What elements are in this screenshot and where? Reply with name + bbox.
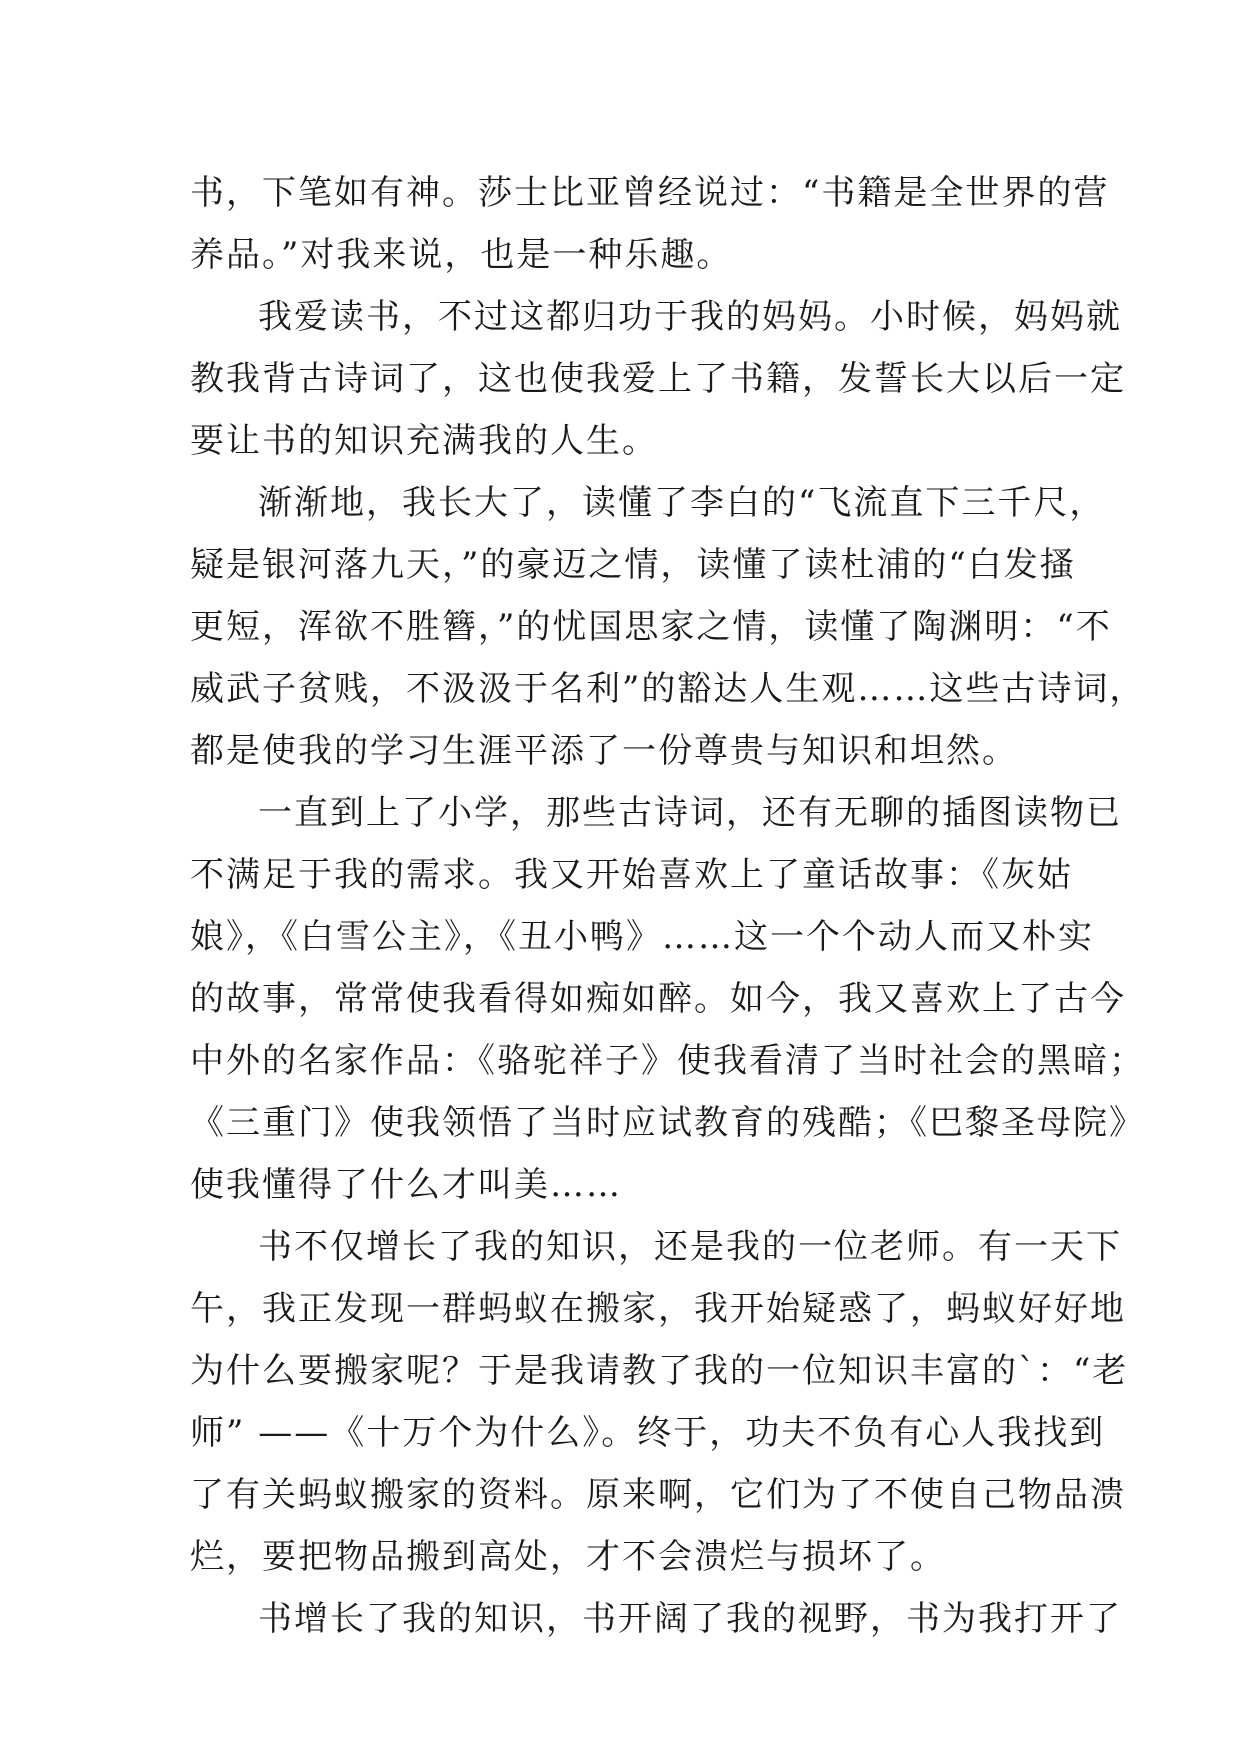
text-line: 为什么要搬家呢？于是我请教了我的一位知识丰富的`：“老 (190, 1351, 1129, 1391)
text-line: 书，下笔如有神。莎士比亚曾经说过：“书籍是全世界的营 (190, 173, 1110, 213)
text-line: 师” ——《十万个为什么》。终于，功夫不负有心人我找到 (190, 1413, 1106, 1453)
text-line: 威武子贫贱，不汲汲于名利”的豁达人生观……这些古诗词， (190, 669, 1146, 709)
text-line: 的故事，常常使我看得如痴如醉。如今，我又喜欢上了古今 (190, 979, 1126, 1019)
text-line: 渐渐地，我长大了，读懂了李白的“飞流直下三千尺， (258, 483, 1106, 523)
text-line: 要让书的知识充满我的人生。 (190, 421, 658, 461)
text-line: 使我懂得了什么才叫美…… (190, 1165, 622, 1205)
text-line: 娘》，《白雪公主》，《丑小鸭》……这一个个动人而又朴实 (190, 917, 1094, 957)
text-line: 《三重门》使我领悟了当时应试教育的残酷；《巴黎圣母院》 (190, 1103, 1145, 1143)
text-line: 养品。”对我来说，也是一种乐趣。 (190, 235, 733, 275)
text-line: 书不仅增长了我的知识，还是我的一位老师。有一天下 (258, 1227, 1122, 1267)
text-line: 了有关蚂蚁搬家的资料。原来啊，它们为了不使自己物品溃 (190, 1475, 1126, 1515)
text-line: 都是使我的学习生涯平添了一份尊贵与知识和坦然。 (190, 731, 1018, 771)
text-line: 不满足于我的需求。我又开始喜欢上了童话故事：《灰姑 (190, 855, 1073, 895)
essay-body (190, 162, 1146, 1650)
text-line: 教我背古诗词了，这也使我爱上了书籍，发誓长大以后一定 (190, 359, 1126, 399)
text-line: 午，我正发现一群蚂蚁在搬家，我开始疑惑了，蚂蚁好好地 (190, 1289, 1126, 1329)
text-line: 疑是银河落九天，”的豪迈之情，读懂了读杜浦的“白发搔 (190, 545, 1076, 585)
text-line: 我爱读书，不过这都归功于我的妈妈。小时候，妈妈就 (258, 297, 1122, 337)
text-line: 书增长了我的知识，书开阔了我的视野，书为我打开了 (258, 1599, 1122, 1639)
text-line: 一直到上了小学，那些古诗词，还有无聊的插图读物已 (258, 793, 1122, 833)
text-line: 更短，浑欲不胜簪，”的忧国思家之情，读懂了陶渊明：“不 (190, 607, 1112, 647)
text-line: 中外的名家作品：《骆驼祥子》使我看清了当时社会的黑暗； (190, 1041, 1145, 1081)
text-line: 烂，要把物品搬到高处，才不会溃烂与损坏了。 (190, 1537, 946, 1577)
